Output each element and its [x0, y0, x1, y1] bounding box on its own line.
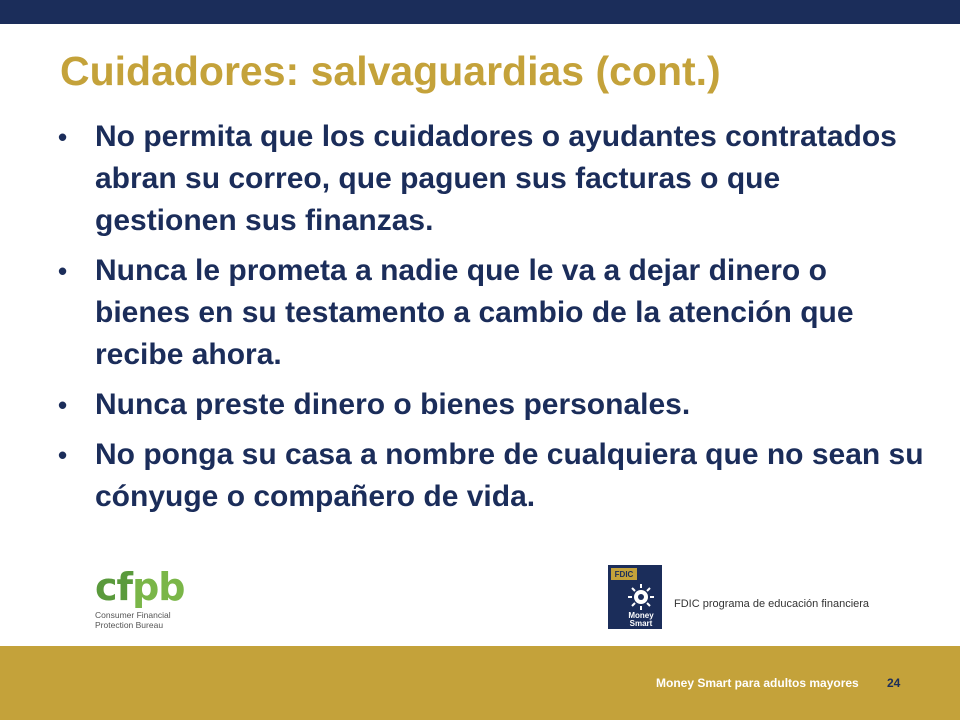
bullet-item: [58, 384, 928, 426]
bullet-icon: •: [58, 440, 68, 470]
bullet-icon: •: [58, 390, 68, 420]
fdic-smart-text: Smart: [629, 619, 653, 628]
bullet-text: No ponga su casa a nombre de cualquiera que no sean su cónyuge o compañero de vida.: [95, 438, 924, 513]
fdic-badge-text: FDIC: [614, 570, 634, 579]
bullet-list: [58, 116, 928, 526]
bullet-text: Nunca le prometa a nadie que le va a dejar dinero o bienes en su testamento a cambio de la atención que recibe ahora.: [95, 254, 854, 371]
bullet-icon: •: [58, 122, 68, 152]
slide-title: Cuidadores: salvaguardias (cont.): [60, 48, 721, 94]
footer-text: Money Smart para adultos mayores: [656, 676, 859, 690]
bullet-icon: •: [58, 256, 68, 286]
bullet-text: No permita que los cuidadores o ayudantes contratados abran su correo, que paguen sus facturas o que gestionen sus finanzas.: [95, 120, 897, 237]
fdic-money-text: Money: [628, 611, 654, 620]
top-bar: [0, 0, 960, 24]
bullet-item: [58, 434, 928, 518]
cfpb-logo: [95, 565, 185, 630]
cfpb-wordmark: cfpb: [95, 565, 185, 609]
bullet-item: [58, 116, 928, 242]
page-number: 24: [887, 676, 901, 690]
fdic-money-smart-logo: [608, 565, 662, 629]
cfpb-subtitle: Consumer Financial Protection Bureau: [95, 610, 171, 630]
fdic-caption: FDIC programa de educación financiera: [674, 598, 870, 610]
bullet-item: [58, 250, 928, 376]
bullet-text: Nunca preste dinero o bienes personales.: [95, 388, 691, 421]
